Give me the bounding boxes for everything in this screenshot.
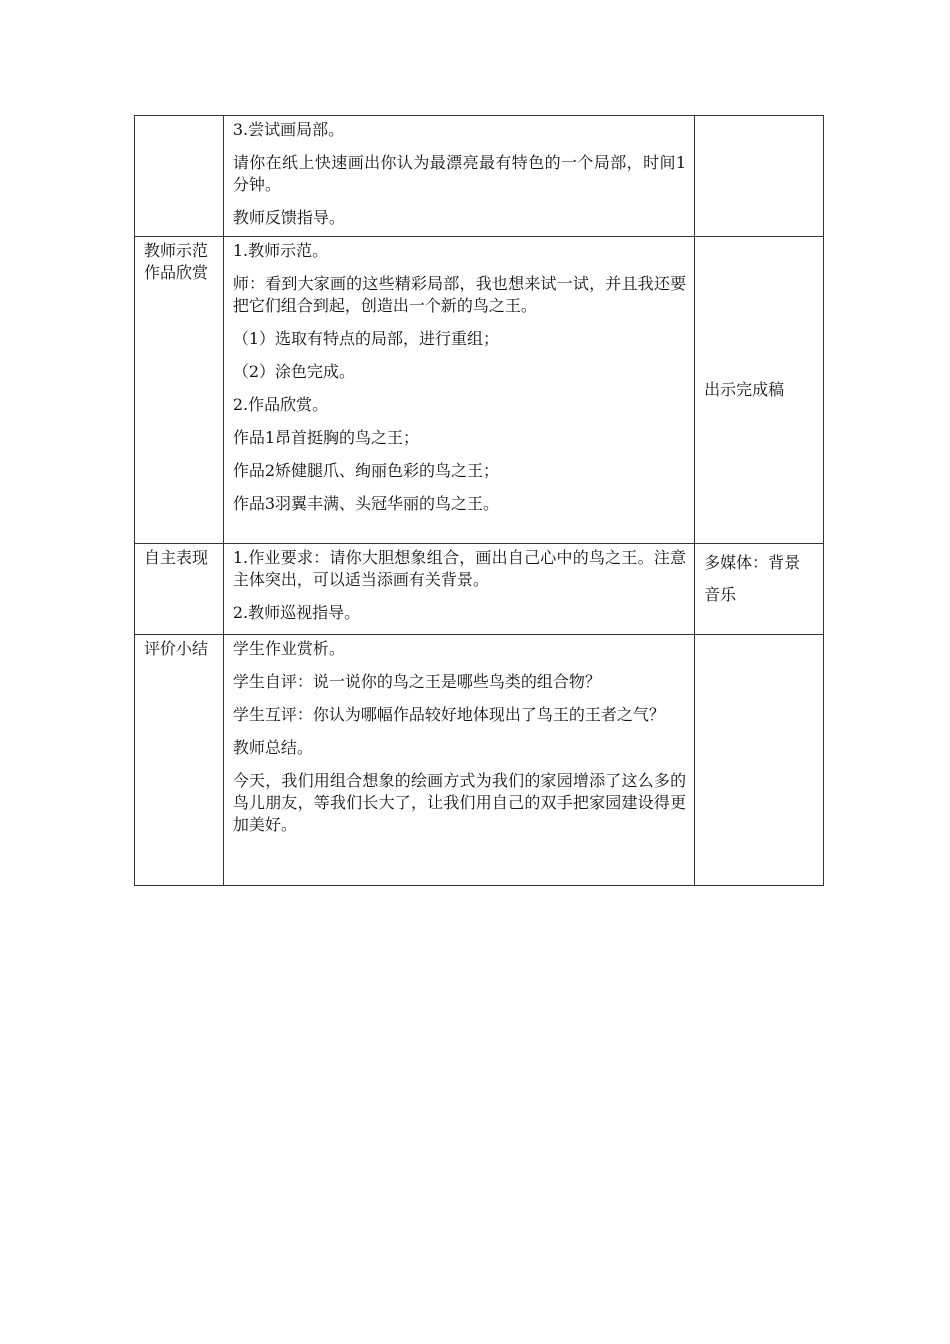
media-note: 多媒体：背景音乐 (704, 553, 801, 604)
stage-label: 评价小结 (144, 639, 209, 658)
media-cell (695, 237, 824, 544)
content-cell (223, 544, 694, 635)
content-cell (223, 237, 694, 544)
content-cell (223, 635, 694, 886)
table-row (135, 237, 824, 544)
content-paragraph: 1.作业要求：请你大胆想象组合，画出自己心中的鸟之王。注意主体突出，可以适当添画有关背景。 (232, 548, 687, 589)
media-cell (695, 544, 824, 635)
stage-cell (135, 237, 224, 544)
content-paragraph: 请你在纸上快速画出你认为最漂亮最有特色的一个局部，时间1分钟。 (232, 153, 687, 194)
table-row (135, 116, 824, 237)
content-paragraph: （1）选取有特点的局部，进行重组； (232, 329, 500, 348)
stage-cell (135, 544, 224, 635)
media-cell (695, 116, 824, 237)
content-paragraph: 作品3羽翼丰满、头冠华丽的鸟之王。 (232, 494, 500, 513)
stage-label: 自主表现 (144, 548, 209, 567)
content-paragraph: 师：看到大家画的这些精彩局部，我也想来试一试，并且我还要把它们组合到起，创造出一个新的鸟之王。 (232, 274, 687, 315)
content-paragraph: （2）涂色完成。 (232, 362, 356, 381)
stage-label: 作品欣赏 (144, 263, 209, 282)
media-cell (695, 635, 824, 886)
content-paragraph: 3.尝试画局部。 (232, 120, 345, 139)
content-paragraph: 教师总结。 (232, 738, 313, 757)
table-row (135, 635, 824, 886)
lesson-plan-table (134, 115, 824, 886)
content-paragraph: 2.教师巡视指导。 (232, 603, 361, 622)
content-paragraph: 2.作品欣赏。 (232, 395, 329, 414)
content-paragraph: 今天，我们用组合想象的绘画方式为我们的家园增添了这么多的鸟儿朋友，等我们长大了，让我们用自己的双手把家园建设得更加美好。 (232, 771, 687, 834)
content-paragraph: 学生作业赏析。 (232, 639, 345, 658)
content-paragraph: 教师反馈指导。 (232, 208, 345, 227)
table-row (135, 544, 824, 635)
content-paragraph: 学生自评：说一说你的鸟之王是哪些鸟类的组合物？ (232, 672, 601, 691)
content-cell (223, 116, 694, 237)
stage-cell (135, 116, 224, 237)
content-paragraph: 作品1昂首挺胸的鸟之王； (232, 428, 420, 447)
content-paragraph: 1.教师示范。 (232, 241, 329, 260)
content-paragraph: 作品2矫健腿爪、绚丽色彩的鸟之王； (232, 461, 500, 480)
stage-cell (135, 635, 224, 886)
stage-label: 教师示范 (144, 241, 209, 260)
media-note: 出示完成稿 (704, 380, 785, 399)
content-paragraph: 学生互评：你认为哪幅作品较好地体现出了鸟王的王者之气？ (232, 705, 665, 724)
